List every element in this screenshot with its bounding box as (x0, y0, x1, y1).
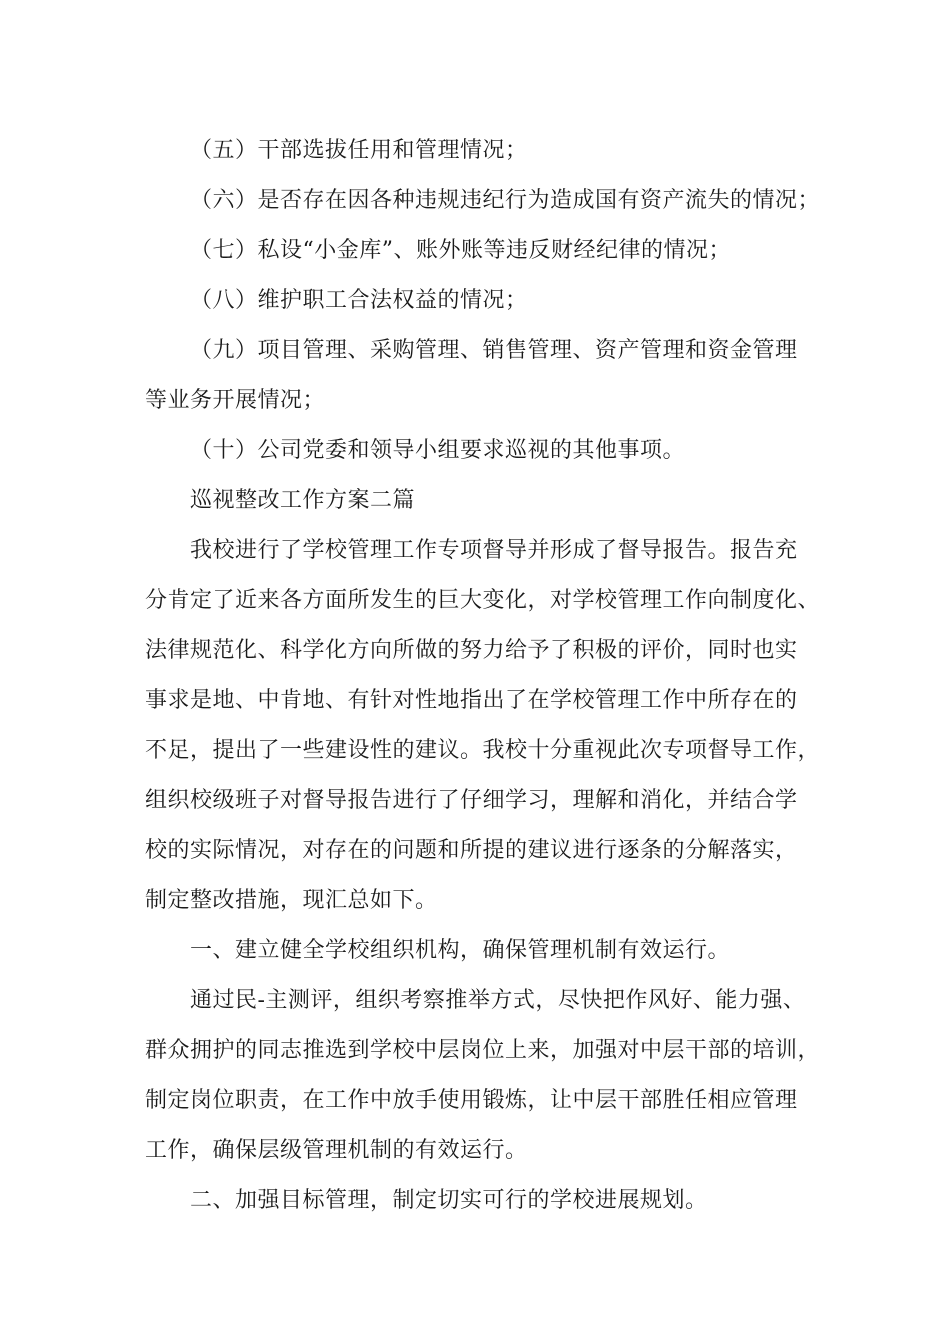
list-item-10: （十）公司党委和领导小组要求巡视的其他事项。 (190, 438, 686, 463)
paragraph-line: 通过民-主测评，组织考察推举方式，尽快把作风好、能力强、 (190, 988, 806, 1013)
heading-one: 一、建立健全学校组织机构，确保管理机制有效运行。 (190, 938, 731, 963)
list-item-6: （六）是否存在因各种违规违纪行为造成国有资产流失的情况； (190, 188, 821, 213)
list-item-8: （八）维护职工合法权益的情况； (190, 288, 528, 313)
list-item-5: （五）干部选拔任用和管理情况； (190, 138, 528, 163)
section-title: 巡视整改工作方案二篇 (190, 488, 416, 513)
paragraph-line: 法律规范化、科学化方向所做的努力给予了积极的评价，同时也实 (145, 638, 798, 663)
paragraph-line: 校的实际情况，对存在的问题和所提的建议进行逐条的分解落实， (145, 838, 798, 863)
list-item-9: （九）项目管理、采购管理、销售管理、资产管理和资金管理 (190, 338, 798, 363)
list-item-9-continued: 等业务开展情况； (145, 388, 326, 413)
heading-two: 二、加强目标管理，制定切实可行的学校进展规划。 (190, 1188, 708, 1213)
paragraph-line: 不足，提出了一些建设性的建议。我校十分重视此次专项督导工作， (145, 738, 821, 763)
paragraph-line: 工作，确保层级管理机制的有效运行。 (145, 1138, 528, 1163)
paragraph-line: 群众拥护的同志推选到学校中层岗位上来，加强对中层干部的培训， (145, 1038, 821, 1063)
paragraph-line: 组织校级班子对督导报告进行了仔细学习，理解和消化，并结合学 (145, 788, 798, 813)
paragraph-line: 分肯定了近来各方面所发生的巨大变化，对学校管理工作向制度化、 (145, 588, 821, 613)
list-item-7: （七）私设“小金库”、账外账等违反财经纪律的情况； (190, 238, 731, 263)
paragraph-line: 我校进行了学校管理工作专项督导并形成了督导报告。报告充 (190, 538, 798, 563)
paragraph-line: 事求是地、中肯地、有针对性地指出了在学校管理工作中所存在的 (145, 688, 798, 713)
paragraph-line: 制定整改措施，现汇总如下。 (145, 888, 438, 913)
paragraph-line: 制定岗位职责，在工作中放手使用锻炼，让中层干部胜任相应管理 (145, 1088, 798, 1113)
